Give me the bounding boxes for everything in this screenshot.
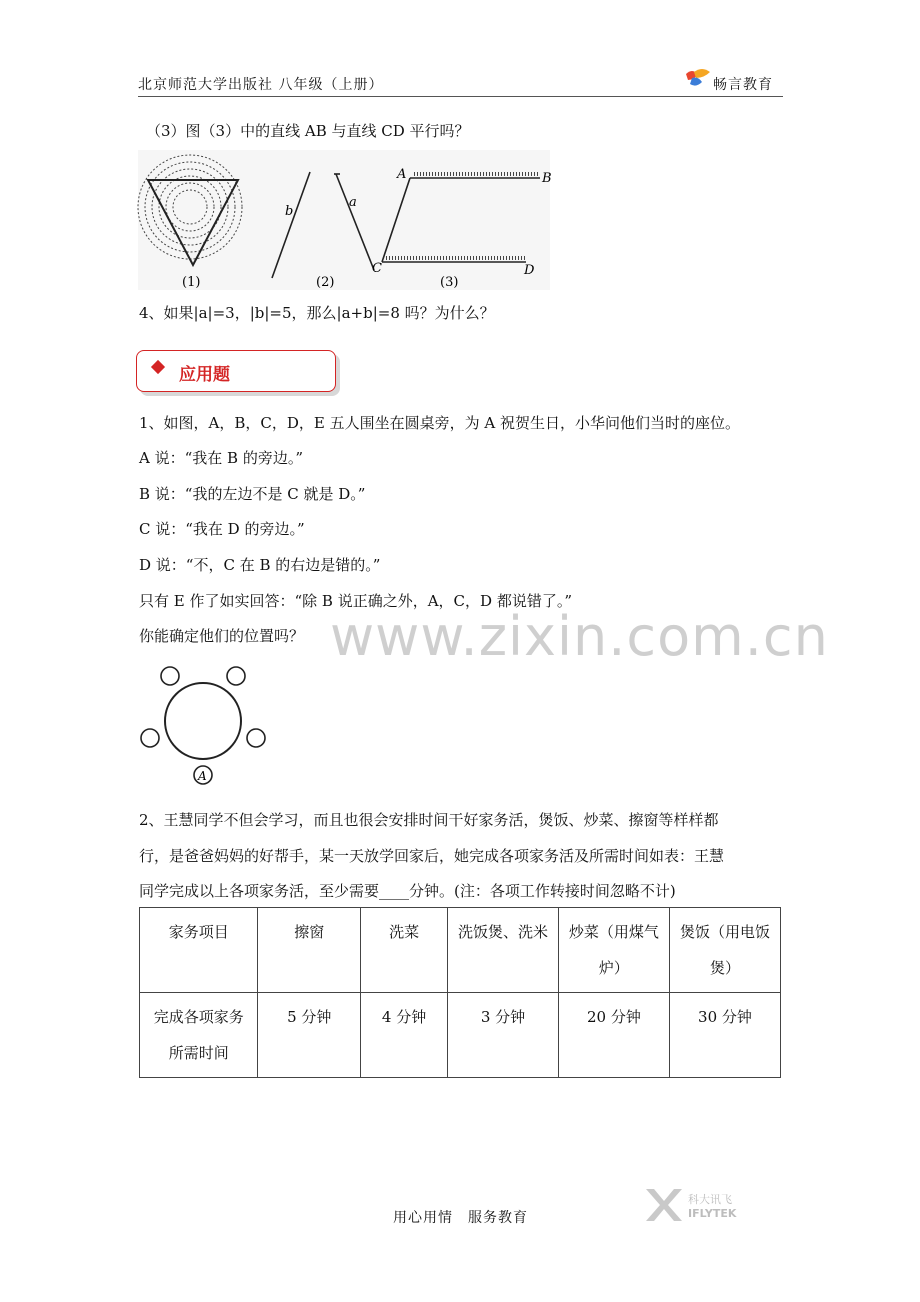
table-cell: 3 分钟 [448,993,559,1078]
footer-slogan: 用心用情 服务教育 [393,1210,528,1226]
chores-table [139,907,781,1078]
table-row [140,993,781,1078]
table-cell: 30 分钟 [669,993,780,1078]
iflytek-logo [642,1185,752,1229]
header-brand: 畅言教育 [713,77,773,93]
table-cell: 完成各项家务所需时间 [140,993,258,1078]
app-q1-line-1: 1、如图，A，B，C，D，E 五人围坐在圆桌旁，为 A 祝贺生日，小华问他们当时的座位。 [139,414,740,432]
figure-3-label-C: C [372,261,382,276]
app-q1-line-4: C 说：“我在 D 的旁边。” [139,520,305,538]
question-4-text: 4、如果|a|=3，|b|=5，那么|a+b|=8 吗？为什么？ [139,304,495,322]
app-q1-line-7: 你能确定他们的位置吗？ [139,627,305,645]
figure-q3 [138,150,550,290]
app-q2-line-1: 2、王慧同学不但会学习，而且也很会安排时间干好家务活，煲饭、炒菜、擦窗等样样都 [139,811,719,829]
app-q1-line-6: 只有 E 作了如实回答：“除 B 说正确之外，A，C，D 都说错了。” [139,592,572,610]
app-q1-line-2: A 说：“我在 B 的旁边。” [139,449,303,467]
figure-2-label: (2) [316,275,335,290]
table-cell: 洗饭煲、洗米 [448,908,559,993]
figure-1-label: (1) [182,275,201,290]
figure-1-circles [138,155,242,265]
brand-logo-icon [684,66,712,94]
svg-text:科大讯飞: 科大讯飞 [688,1193,732,1206]
table-cell: 炒菜（用煤气炉） [558,908,669,993]
app-q1-line-3: B 说：“我的左边不是 C 就是 D。” [139,485,366,503]
diamond-bullet-icon [151,360,165,374]
svg-text:IFLYTEK: IFLYTEK [688,1207,737,1220]
section-header-box [136,350,336,392]
table-cell: 家务项目 [140,908,258,993]
watermark: www.zixin.com.cn [330,605,829,668]
seat-label-A: A [198,769,207,783]
table-cell: 20 分钟 [558,993,669,1078]
app-q2-line-3: 同学完成以上各项家务活，至少需要____分钟。(注：各项工作转接时间忽略不计) [139,882,676,900]
app-q2-line-2: 行，是爸爸妈妈的好帮手，某一天放学回家后，她完成各项家务活及所需时间如表：王慧 [139,847,725,865]
figure-3-label: (3) [440,275,459,290]
figure-2-lines [272,172,374,278]
table-cell: 擦窗 [258,908,361,993]
header-divider [138,96,783,97]
section-title: 应用题 [179,365,230,385]
table-cell: 4 分钟 [361,993,448,1078]
figure-3-label-A: A [397,167,407,182]
table-cell: 5 分钟 [258,993,361,1078]
table-cell: 洗菜 [361,908,448,993]
header-publisher: 北京师范大学出版社 八年级（上册） [138,77,384,93]
app-q1-line-5: D 说：“不，C 在 B 的右边是错的。” [139,556,381,574]
table-header-row [140,908,781,993]
figure-3-label-D: D [524,263,535,278]
figure-2-label-a: a [349,195,357,210]
figure-2-label-b: b [285,204,294,219]
figure-3-label-B: B [542,171,552,186]
table-cell: 煲饭（用电饭煲） [669,908,780,993]
round-table-figure [136,660,272,790]
question-3-text: （3）图（3）中的直线 AB 与直线 CD 平行吗？ [146,122,470,140]
figure-3-lines [382,174,540,262]
